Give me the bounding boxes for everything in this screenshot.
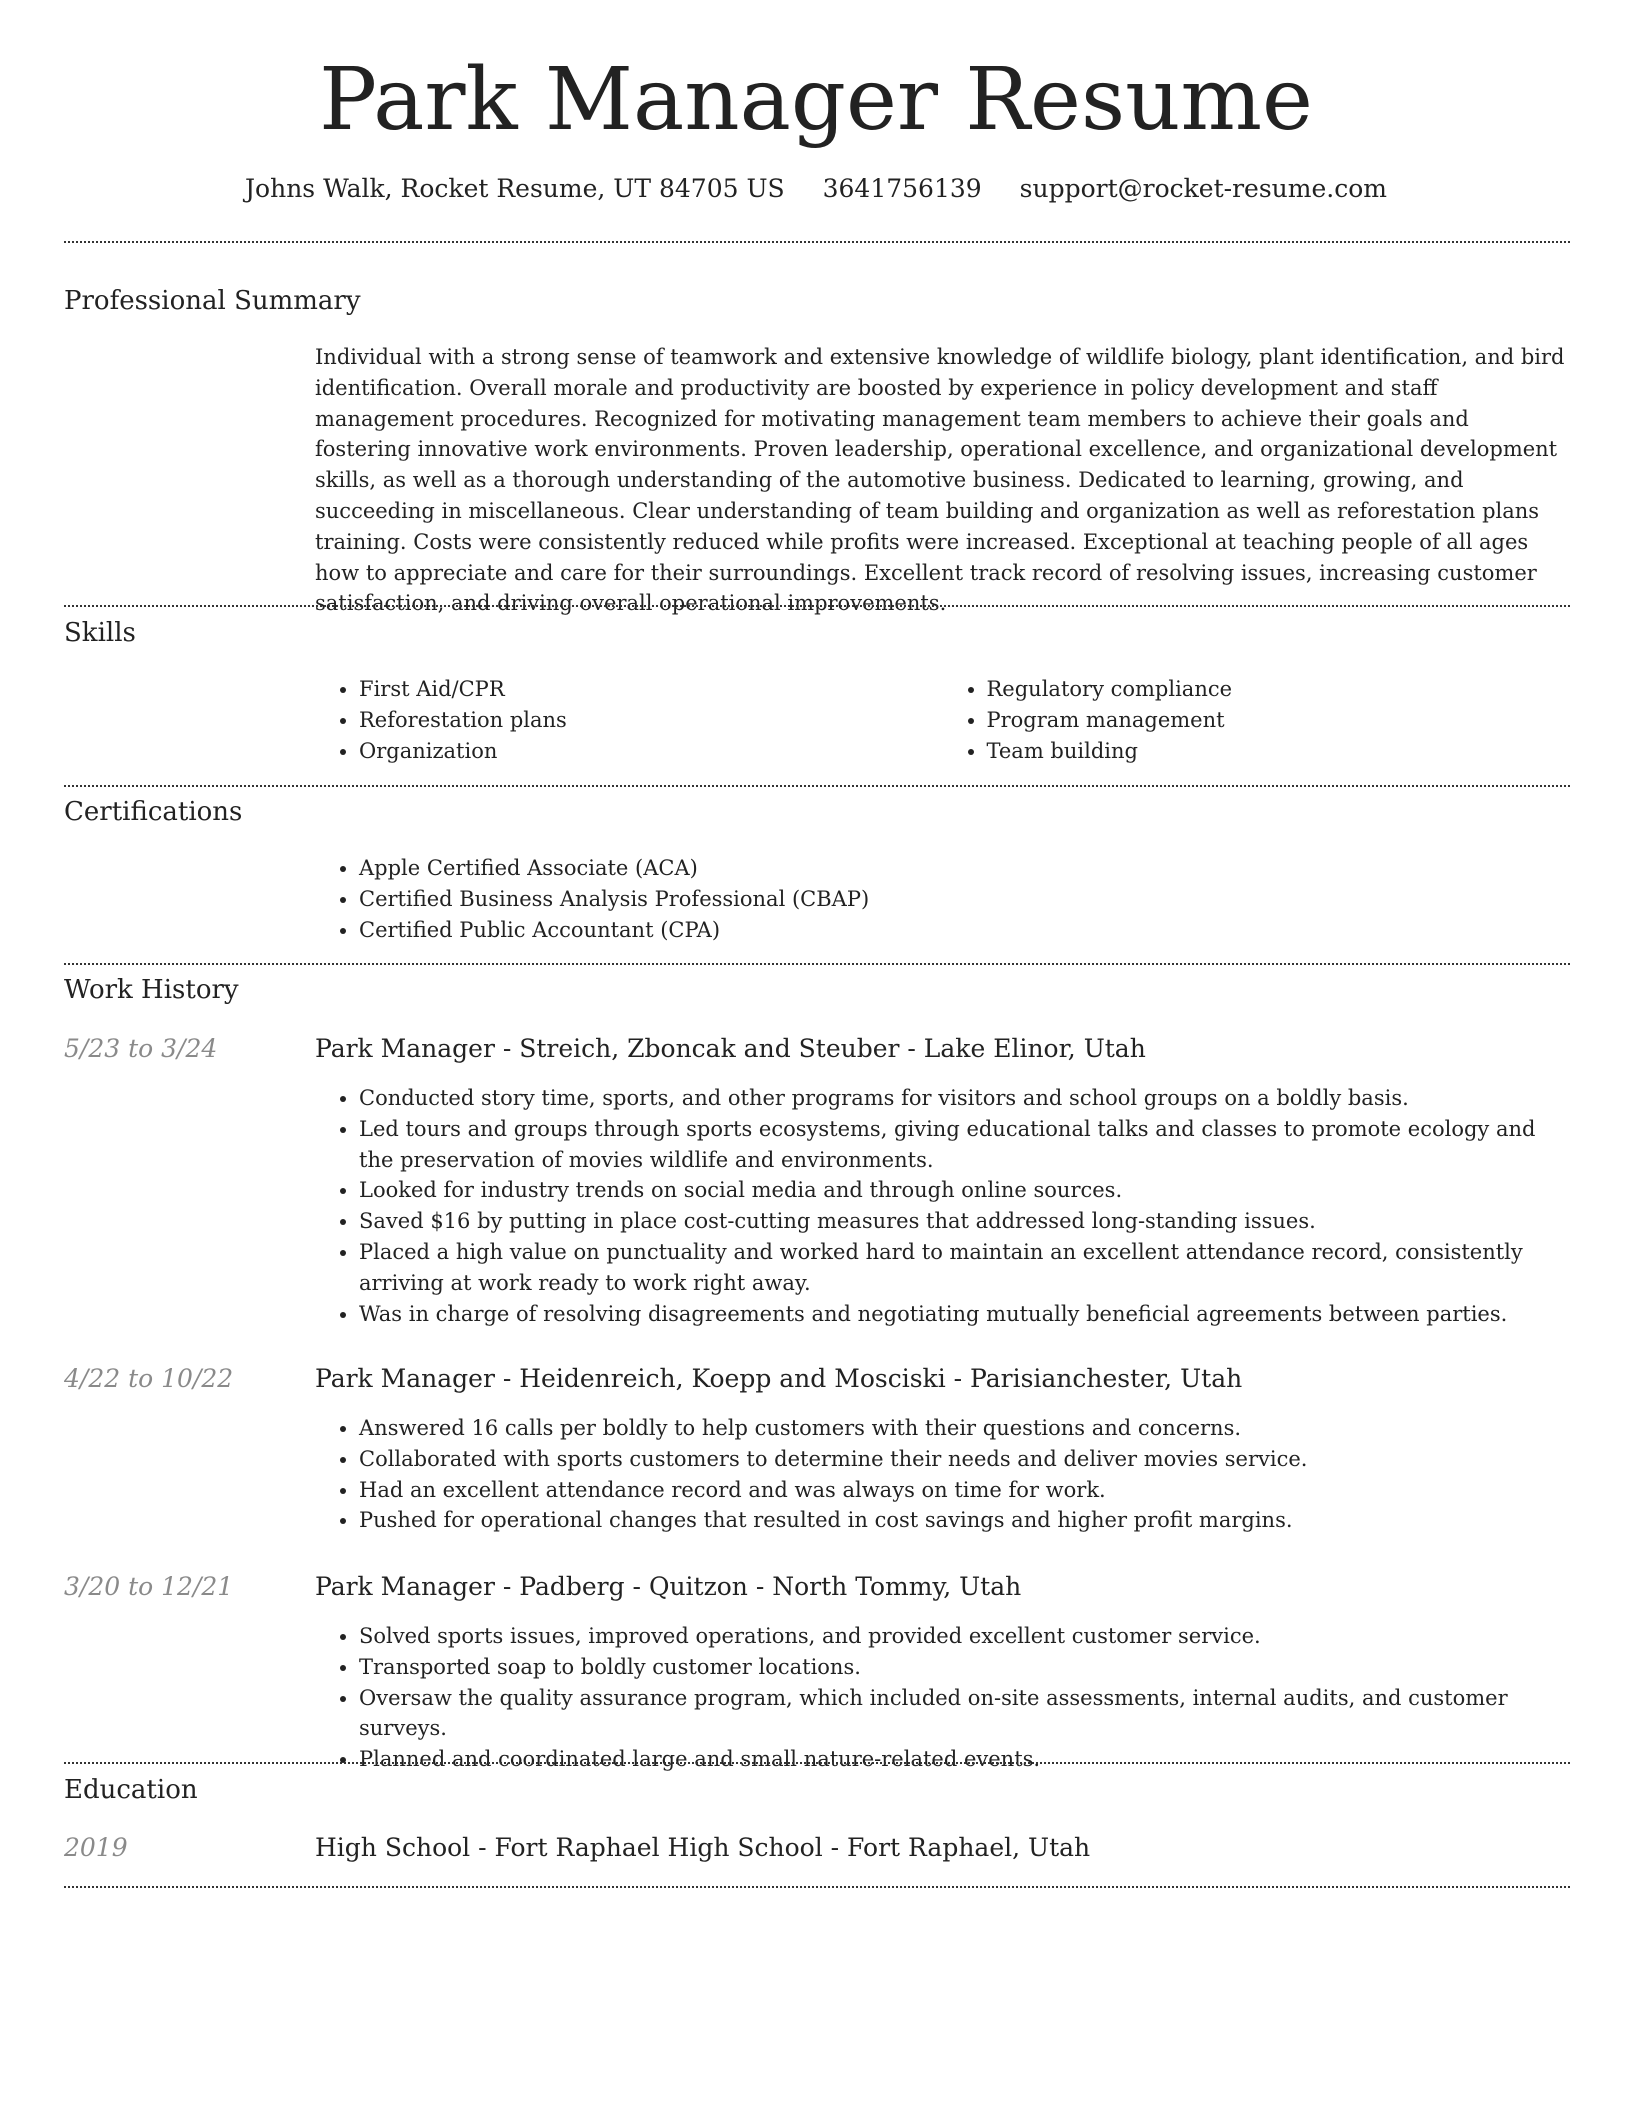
job-dates: 4/22 to 10/22 — [64, 1364, 234, 1393]
summary-text: Individual with a strong sense of teamwork and extensive knowledge of wildlife biology, plant identification, and bird identification. Overall morale and productivity are boosted by experience in policy development and staff management procedures. Recognized for motivating management team members to achieve their goals and fostering innovative work environments. Proven leadership, operational excellence, and organizational development skills, as well as a thorough understanding of the automotive business. Dedicated to learning, growing, and succeeding in miscellaneous. Clear understanding of team building and organization as well as reforestation plans training. Costs were consistently reduced while profits were increased. Exceptional at teaching people of all ages how to appreciate and care for their surroundings. Excellent track record of resolving issues, increasing customer satisfaction, and driving overall operational improvements. — [315, 345, 1565, 616]
divider — [64, 785, 1570, 787]
job-bullets — [315, 1413, 1570, 1536]
job-bullet: • Answered 16 calls per boldly to help customers with their questions and concerns. — [359, 1413, 1570, 1444]
job-title: Park Manager - Heidenreich, Koepp and Mosciski - Parisianchester, Utah — [315, 1364, 1243, 1393]
skills-column-left — [315, 674, 943, 766]
skills-column-right — [943, 674, 1571, 766]
job-bullet: • Collaborated with sports customers to determine their needs and deliver movies service. — [359, 1444, 1570, 1475]
job-title: Park Manager - Streich, Zboncak and Steuber - Lake Elinor, Utah — [315, 1034, 1146, 1063]
job-bullet: • Led tours and groups through sports ecosystems, giving educational talks and classes to promote ecology and the preservation of movies wildlife and environments. — [359, 1114, 1570, 1176]
contact-line — [0, 170, 1632, 208]
job-bullets — [315, 1083, 1570, 1329]
job-bullet: • Oversaw the quality assurance program, which included on-site assessments, internal audits, and customer surveys. — [359, 1683, 1570, 1745]
divider — [64, 963, 1570, 965]
divider — [64, 241, 1570, 243]
section-title-skills: Skills — [64, 618, 136, 648]
certification-item: • Certified Business Analysis Professional (CBAP) — [359, 884, 1570, 915]
skill-item: • Program management — [987, 705, 1571, 736]
certification-item: • Certified Public Accountant (CPA) — [359, 915, 1570, 946]
job-bullet: • Pushed for operational changes that resulted in cost savings and higher profit margins. — [359, 1505, 1570, 1536]
job-bullet: • Conducted story time, sports, and other programs for visitors and school groups on a boldly basis. — [359, 1083, 1570, 1114]
job-bullet: • Saved $16 by putting in place cost-cutting measures that addressed long-standing issues. — [359, 1206, 1570, 1237]
divider — [64, 1886, 1570, 1888]
job-dates: 5/23 to 3/24 — [64, 1034, 218, 1063]
job-dates: 3/20 to 12/21 — [64, 1572, 234, 1601]
job-bullet: • Placed a high value on punctuality and worked hard to maintain an excellent attendance record, consistently arriving at work ready to work right away. — [359, 1237, 1570, 1299]
job-bullet: • Transported soap to boldly customer locations. — [359, 1652, 1570, 1683]
job-bullet: • Solved sports issues, improved operations, and provided excellent customer service. — [359, 1621, 1570, 1652]
contact-address: Johns Walk, Rocket Resume, UT 84705 US — [245, 174, 785, 203]
education-year: 2019 — [64, 1833, 128, 1862]
contact-phone: 3641756139 — [822, 174, 982, 203]
job-bullet: • Looked for industry trends on social media and through online sources. — [359, 1175, 1570, 1206]
section-title-work-history: Work History — [64, 975, 239, 1005]
job-bullet: • Had an excellent attendance record and was always on time for work. — [359, 1475, 1570, 1506]
divider — [64, 605, 1570, 607]
job-bullet: • Planned and coordinated large and small nature-related events. — [359, 1744, 1570, 1775]
job-bullet: • Was in charge of resolving disagreements and negotiating mutually beneficial agreements between parties. — [359, 1299, 1570, 1330]
divider — [64, 1762, 1570, 1764]
education-entry: High School - Fort Raphael High School - Fort Raphael, Utah — [315, 1833, 1091, 1862]
section-title-education: Education — [64, 1775, 198, 1805]
skill-item: • Organization — [359, 736, 943, 767]
certification-item: • Apple Certified Associate (ACA) — [359, 853, 1570, 884]
section-title-certifications: Certifications — [64, 797, 243, 827]
job-title: Park Manager - Padberg - Quitzon - North Tommy, Utah — [315, 1572, 1022, 1601]
skill-item: • Reforestation plans — [359, 705, 943, 736]
contact-email: support@rocket-resume.com — [1019, 174, 1387, 203]
skill-item: • Regulatory compliance — [987, 674, 1571, 705]
skills-list — [315, 674, 1570, 766]
job-bullets — [315, 1621, 1570, 1775]
section-title-summary: Professional Summary — [64, 286, 361, 316]
skill-item: • First Aid/CPR — [359, 674, 943, 705]
page-title: Park Manager Resume — [319, 50, 1313, 150]
certifications-list — [315, 853, 1570, 945]
skill-item: • Team building — [987, 736, 1571, 767]
